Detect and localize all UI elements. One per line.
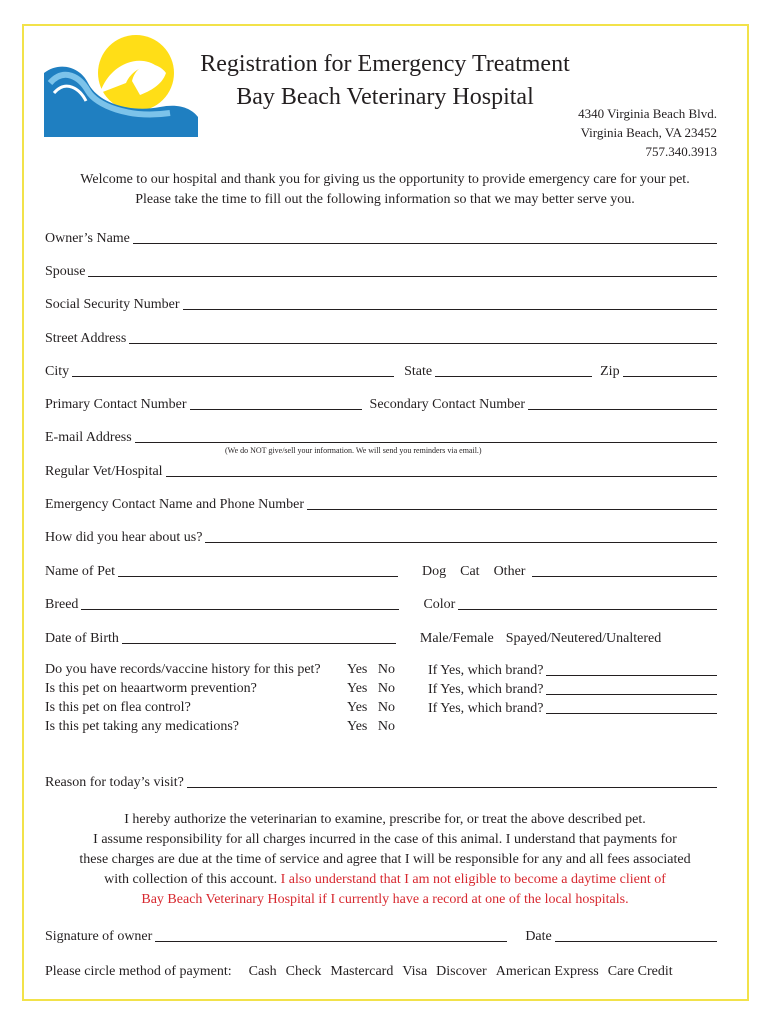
payment-check[interactable]: Check	[285, 964, 322, 979]
question-flea: Is this pet on flea control?	[45, 700, 191, 715]
auth-line-3: these charges are due at the time of service and agree that I will be responsible for any and all fees associated	[79, 852, 691, 867]
email-label: E-mail Address	[45, 430, 132, 445]
auth-line-1: I hereby authorize the veterinarian to examine, prescribe for, or treat the above described pet.	[124, 812, 646, 827]
species-dog[interactable]: Dog	[421, 564, 447, 579]
date-label: Date	[525, 929, 552, 944]
spouse-field[interactable]	[45, 260, 717, 280]
zip-label: Zip	[600, 364, 620, 379]
reason-label: Reason for today’s visit?	[45, 775, 184, 790]
payment-methods	[45, 964, 725, 980]
pet-name-line[interactable]	[118, 576, 398, 577]
color-line[interactable]	[458, 609, 717, 610]
no-option[interactable]: No	[377, 662, 395, 677]
pet-name-row	[45, 560, 717, 580]
yes-option[interactable]: Yes	[347, 700, 368, 715]
signature-line[interactable]	[155, 941, 507, 942]
species-other-line[interactable]	[532, 576, 717, 577]
question-heartworm-options	[347, 679, 395, 698]
auth-line-4	[45, 870, 725, 890]
color-label: Color	[423, 597, 456, 612]
flea-brand-field[interactable]	[428, 698, 717, 717]
regular-vet-label: Regular Vet/Hospital	[45, 464, 163, 479]
spouse-label: Spouse	[45, 264, 86, 279]
emergency-contact-line[interactable]	[307, 509, 717, 510]
pet-name-label: Name of Pet	[45, 564, 115, 579]
secondary-contact-label: Secondary Contact Number	[369, 397, 526, 412]
breed-line[interactable]	[81, 609, 399, 610]
owners-name-label: Owner’s Name	[45, 231, 130, 246]
heartworm-brand-label: If Yes, which brand?	[428, 682, 544, 697]
auth-line-2: I assume responsibility for all charges incurred in the case of this animal. I understand that payments for	[93, 832, 677, 847]
records-brand-line[interactable]	[546, 675, 717, 676]
regular-vet-line[interactable]	[166, 476, 717, 477]
yes-option[interactable]: Yes	[347, 719, 368, 734]
no-option[interactable]: No	[377, 719, 395, 734]
hear-about-field[interactable]	[45, 526, 717, 546]
ssn-field[interactable]	[45, 293, 717, 313]
payment-discover[interactable]: Discover	[436, 964, 487, 979]
question-records: Do you have records/vaccine history for this pet?	[45, 662, 321, 677]
emergency-contact-field[interactable]	[45, 493, 717, 513]
species-cat[interactable]: Cat	[460, 564, 480, 579]
primary-contact-line[interactable]	[190, 409, 362, 410]
street-field[interactable]	[45, 327, 717, 347]
state-line[interactable]	[435, 376, 592, 377]
intro-line-2: Please take the time to fill out the following information so that we may better serve you.	[135, 192, 635, 207]
form-title: Registration for Emergency Treatment	[200, 51, 570, 77]
city-state-zip-row	[45, 360, 717, 380]
intro-line-1: Welcome to our hospital and thank you for giving us the opportunity to provide emergency care for your pet.	[80, 172, 690, 187]
payment-american-express[interactable]: American Express	[495, 964, 599, 979]
heartworm-brand-field[interactable]	[428, 679, 717, 698]
contact-numbers-row	[45, 393, 717, 413]
spay-options[interactable]: Spayed/Neutered/Unaltered	[505, 631, 662, 646]
no-option[interactable]: No	[377, 681, 395, 696]
payment-cash[interactable]: Cash	[248, 964, 277, 979]
question-medications-options	[347, 717, 395, 736]
emergency-contact-label: Emergency Contact Name and Phone Number	[45, 497, 305, 512]
breed-color-row	[45, 593, 717, 613]
heartworm-brand-line[interactable]	[546, 694, 717, 695]
flea-brand-line[interactable]	[546, 713, 717, 714]
auth-line-5-notice: Bay Beach Veterinary Hospital if I currently have a record at one of the local hospitals.	[141, 892, 629, 907]
breed-label: Breed	[45, 597, 79, 612]
spouse-line[interactable]	[88, 276, 717, 277]
dob-line[interactable]	[122, 643, 396, 644]
auth-line-4-notice: I also understand that I am not eligible to become a daytime client of	[280, 872, 666, 887]
phone-number: 757.340.3913	[645, 144, 717, 159]
payment-care-credit[interactable]: Care Credit	[607, 964, 673, 979]
yes-option[interactable]: Yes	[347, 681, 368, 696]
owners-name-line[interactable]	[133, 243, 717, 244]
question-heartworm: Is this pet on heaartworm prevention?	[45, 681, 257, 696]
date-line[interactable]	[555, 941, 717, 942]
owners-name-field[interactable]	[45, 227, 717, 247]
payment-label: Please circle method of payment:	[45, 964, 232, 979]
question-records-options	[347, 660, 395, 679]
yes-option[interactable]: Yes	[347, 662, 368, 677]
state-label: State	[404, 364, 433, 379]
regular-vet-field[interactable]	[45, 460, 717, 480]
hospital-name: Bay Beach Veterinary Hospital	[236, 84, 534, 110]
reason-field[interactable]	[45, 771, 717, 791]
ssn-label: Social Security Number	[45, 297, 180, 312]
primary-contact-label: Primary Contact Number	[45, 397, 187, 412]
payment-visa[interactable]: Visa	[402, 964, 428, 979]
address-line-2: Virginia Beach, VA 23452	[580, 125, 717, 140]
question-medications: Is this pet taking any medications?	[45, 719, 240, 734]
authorization-statement	[45, 810, 725, 910]
payment-mastercard[interactable]: Mastercard	[330, 964, 394, 979]
signature-row	[45, 925, 717, 945]
hear-about-line[interactable]	[205, 542, 717, 543]
species-other[interactable]: Other	[493, 564, 526, 579]
records-brand-label: If Yes, which brand?	[428, 663, 544, 678]
email-line[interactable]	[135, 442, 717, 443]
hospital-address	[578, 104, 717, 161]
ssn-line[interactable]	[183, 309, 717, 310]
dob-sex-row	[45, 627, 717, 647]
signature-label: Signature of owner	[45, 929, 153, 944]
city-label: City	[45, 364, 70, 379]
records-brand-field[interactable]	[428, 660, 717, 679]
auth-line-4-text: with collection of this account.	[104, 872, 278, 887]
reason-line[interactable]	[187, 787, 717, 788]
address-line-1: 4340 Virginia Beach Blvd.	[578, 106, 717, 121]
sex-options[interactable]: Male/Female	[419, 631, 494, 646]
street-label: Street Address	[45, 331, 127, 346]
street-line[interactable]	[129, 343, 717, 344]
city-line[interactable]	[72, 376, 394, 377]
hear-about-label: How did you hear about us?	[45, 530, 203, 545]
zip-line[interactable]	[623, 376, 717, 377]
secondary-contact-line[interactable]	[528, 409, 717, 410]
email-field[interactable]	[45, 426, 717, 446]
dob-label: Date of Birth	[45, 631, 119, 646]
flea-brand-label: If Yes, which brand?	[428, 701, 544, 716]
no-option[interactable]: No	[377, 700, 395, 715]
email-privacy-note: (We do NOT give/sell your information. We will send you reminders via email.)	[225, 446, 482, 455]
question-flea-options	[347, 698, 395, 717]
